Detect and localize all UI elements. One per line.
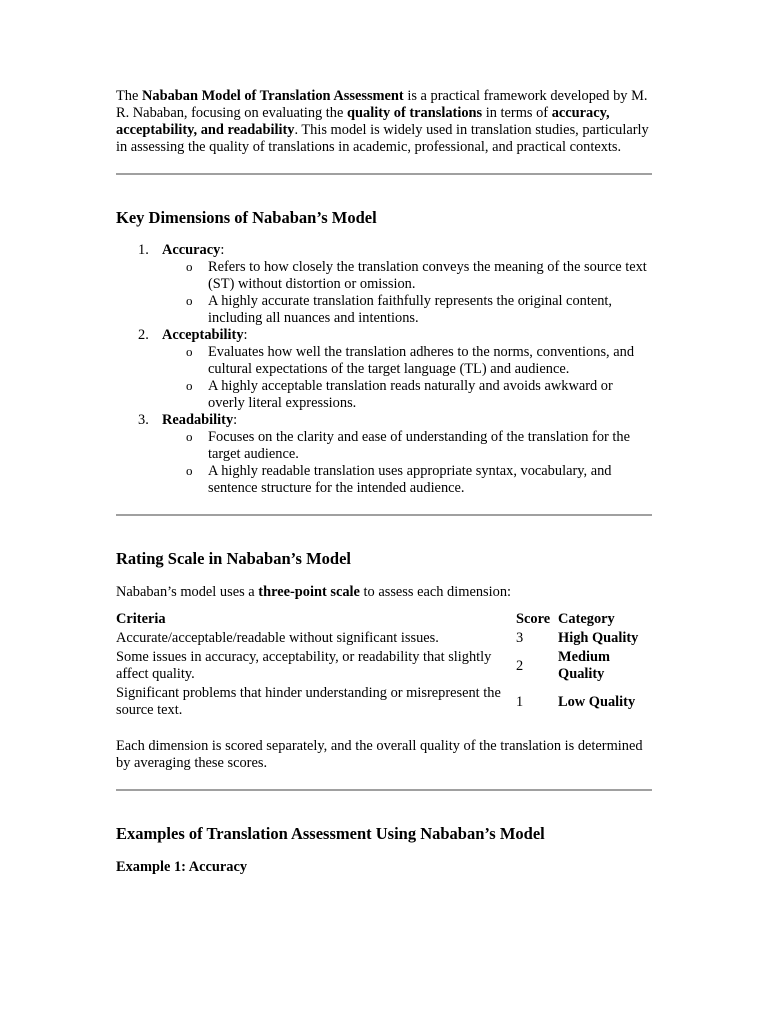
cell-criteria: Significant problems that hinder understanding or misrepresent the source text. (116, 685, 501, 718)
cell-category: Medium Quality (558, 649, 610, 682)
list-number: 2. (138, 327, 149, 343)
bullet-glyph: o (186, 259, 193, 274)
dimension-bullets (162, 344, 652, 412)
dimension-item-accuracy (116, 242, 652, 327)
header-score: Score (516, 611, 551, 627)
dimensions-list (116, 242, 652, 497)
intro-text-3: in terms of (482, 105, 552, 121)
intro-text-1: The (116, 88, 142, 104)
examples-heading: Examples of Translation Assessment Using Nababan’s Model (116, 824, 545, 843)
bullet-glyph: o (186, 344, 193, 359)
bullet-text: A highly accurate translation faithfully represents the original content, including all nuances and intentions. (208, 293, 613, 326)
bullet-item (162, 259, 652, 293)
dimension-bullets (162, 429, 652, 497)
dimension-label: Accuracy (162, 242, 221, 258)
cell-category: Low Quality (558, 693, 636, 710)
bullet-item (162, 378, 652, 412)
intro-bold-quality: quality of translations (347, 105, 483, 121)
rating-scale-table (116, 610, 652, 720)
bullet-item (162, 344, 652, 378)
label-colon: : (220, 242, 225, 258)
bullet-glyph: o (186, 429, 193, 444)
intro-paragraph (116, 88, 652, 156)
section-divider (116, 173, 652, 175)
bullet-item (162, 463, 652, 497)
intro-text-4: . This model is widely used in translation studies, particularly in assessing the quality of translations in academic, professional, and practical contexts. (116, 122, 649, 155)
bullet-glyph: o (186, 293, 193, 308)
cell-criteria: Some issues in accuracy, acceptability, or readability that slightly affect quality. (116, 649, 492, 682)
bullet-item (162, 429, 652, 463)
example-1-title: Example 1: Accuracy (116, 859, 248, 875)
bullet-text: Refers to how closely the translation conveys the meaning of the source text (ST) without distortion or omission. (208, 259, 647, 292)
rating-intro-text-1: Nababan’s model uses a (116, 584, 259, 600)
table-row (116, 648, 652, 684)
cell-criteria: Accurate/acceptable/readable without significant issues. (116, 630, 439, 646)
dimension-label: Readability (162, 412, 234, 428)
header-category: Category (558, 611, 615, 627)
intro-bold-model-name: Nababan Model of Translation Assessment (141, 88, 404, 104)
cell-score: 1 (516, 693, 524, 710)
header-criteria: Criteria (116, 611, 166, 627)
bullet-item (162, 293, 652, 327)
list-number: 3. (138, 412, 149, 428)
dimension-bullets (162, 259, 652, 327)
bullet-text: Focuses on the clarity and ease of understanding of the translation for the target audience. (208, 429, 631, 462)
rating-scale-intro (116, 584, 652, 601)
cell-score: 3 (516, 630, 524, 646)
bullet-glyph: o (186, 378, 193, 393)
label-colon: : (243, 327, 248, 343)
cell-category: High Quality (558, 630, 639, 646)
document-page (116, 88, 652, 876)
table-row (116, 684, 652, 720)
key-dimensions-heading: Key Dimensions of Nababan’s Model (116, 208, 377, 227)
dimension-label: Acceptability (162, 327, 244, 343)
intro-bold-dimensions: accuracy, acceptability, and readability (116, 105, 610, 138)
bullet-text: A highly readable translation uses appropriate syntax, vocabulary, and sentence structure for the intended audience. (208, 463, 612, 496)
rating-scale-heading: Rating Scale in Nababan’s Model (116, 549, 351, 568)
dimension-item-acceptability (116, 327, 652, 412)
section-divider (116, 789, 652, 791)
bullet-text: A highly acceptable translation reads naturally and avoids awkward or overly literal expressions. (208, 378, 613, 411)
list-number: 1. (138, 242, 149, 258)
intro-text-2: is a practical framework developed by M. R. Nababan, focusing on evaluating the (116, 88, 648, 121)
label-colon: : (233, 412, 238, 428)
rating-intro-text-2: to assess each dimension: (359, 584, 512, 600)
rating-closing-paragraph: Each dimension is scored separately, and the overall quality of the translation is determined by averaging these scores. (116, 738, 643, 771)
cell-score: 2 (516, 657, 524, 674)
section-divider (116, 514, 652, 516)
dimension-item-readability (116, 412, 652, 497)
table-header-row (116, 610, 652, 629)
bullet-glyph: o (186, 463, 193, 478)
table-row (116, 629, 652, 648)
rating-intro-bold: three-point scale (258, 584, 360, 600)
bullet-text: Evaluates how well the translation adheres to the norms, conventions, and cultural expectations of the target language (TL) and audience. (208, 344, 635, 377)
